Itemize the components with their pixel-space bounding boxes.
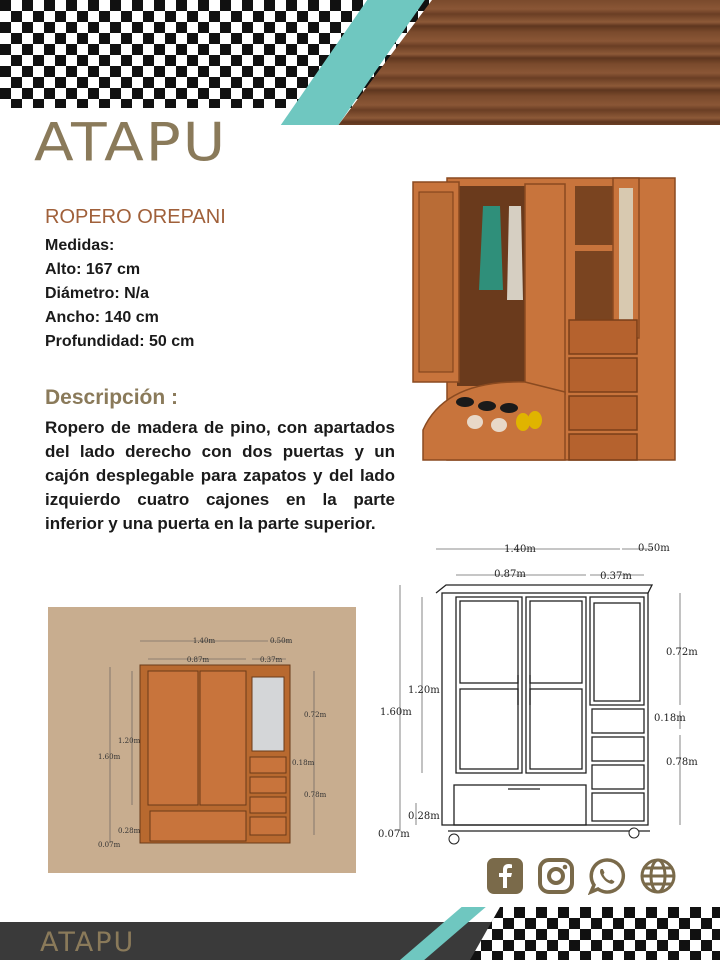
small-dim-feet: 0.07m <box>98 841 121 849</box>
dim-bottom-drawer: 0.28m <box>408 811 440 822</box>
footer-logo: ATAPU <box>40 927 136 958</box>
description-heading: Descripción : <box>45 386 179 409</box>
product-title: ROPERO OREPANI <box>45 206 226 228</box>
small-dim-bottom-drawer: 0.28m <box>118 827 141 835</box>
small-dim-height-total: 1.60m <box>98 753 121 761</box>
small-dim-width: 1.40m <box>192 637 216 645</box>
spec-profundidad: Profundidad: 50 cm <box>45 333 195 350</box>
small-dim-lower: 0.78m <box>304 791 327 799</box>
wardrobe-diagram <box>360 535 700 850</box>
measures-label: Medidas: <box>45 237 115 254</box>
dim-right-section: 0.37m <box>600 571 632 582</box>
wardrobe-photo <box>405 170 685 480</box>
brand-logo: ATAPU <box>34 112 228 174</box>
small-dim-right-section: 0.37m <box>260 656 283 664</box>
spec-alto: Alto: 167 cm <box>45 261 141 278</box>
small-dim-depth: 0.50m <box>270 637 293 645</box>
rendered-diagram-panel <box>48 607 356 873</box>
dim-feet: 0.07m <box>378 829 410 840</box>
dim-drawer: 0.18m <box>654 713 686 724</box>
small-dim-upper: 0.72m <box>304 711 327 719</box>
dim-left-section: 0.87m <box>494 569 526 580</box>
small-dim-height-doors: 1.20m <box>118 737 141 745</box>
dim-upper: 0.72m <box>666 647 698 658</box>
whatsapp-icon[interactable] <box>588 857 626 895</box>
dim-width: 1.40m <box>504 544 536 555</box>
dim-depth: 0.50m <box>638 543 670 554</box>
dim-height-doors: 1.20m <box>408 685 440 696</box>
spec-diametro: Diámetro: N/a <box>45 285 150 302</box>
dim-lower: 0.78m <box>666 757 698 768</box>
description-text: Ropero de madera de pino, con apartados del lado derecho con dos puertas y un cajón desplegable para zapatos y del lado izquierdo cuatro cajones en la parte inferior y una puerta en la parte superior. <box>45 418 395 533</box>
dim-height-total: 1.60m <box>380 707 412 718</box>
spec-ancho: Ancho: 140 cm <box>45 309 159 326</box>
small-dim-left-section: 0.87m <box>186 656 210 664</box>
small-dim-drawer: 0.18m <box>292 759 315 767</box>
instagram-icon[interactable] <box>537 857 575 895</box>
globe-icon[interactable] <box>639 857 677 895</box>
footer-pattern <box>470 907 720 960</box>
facebook-icon[interactable] <box>486 857 524 895</box>
rendered-diagram <box>48 607 356 873</box>
